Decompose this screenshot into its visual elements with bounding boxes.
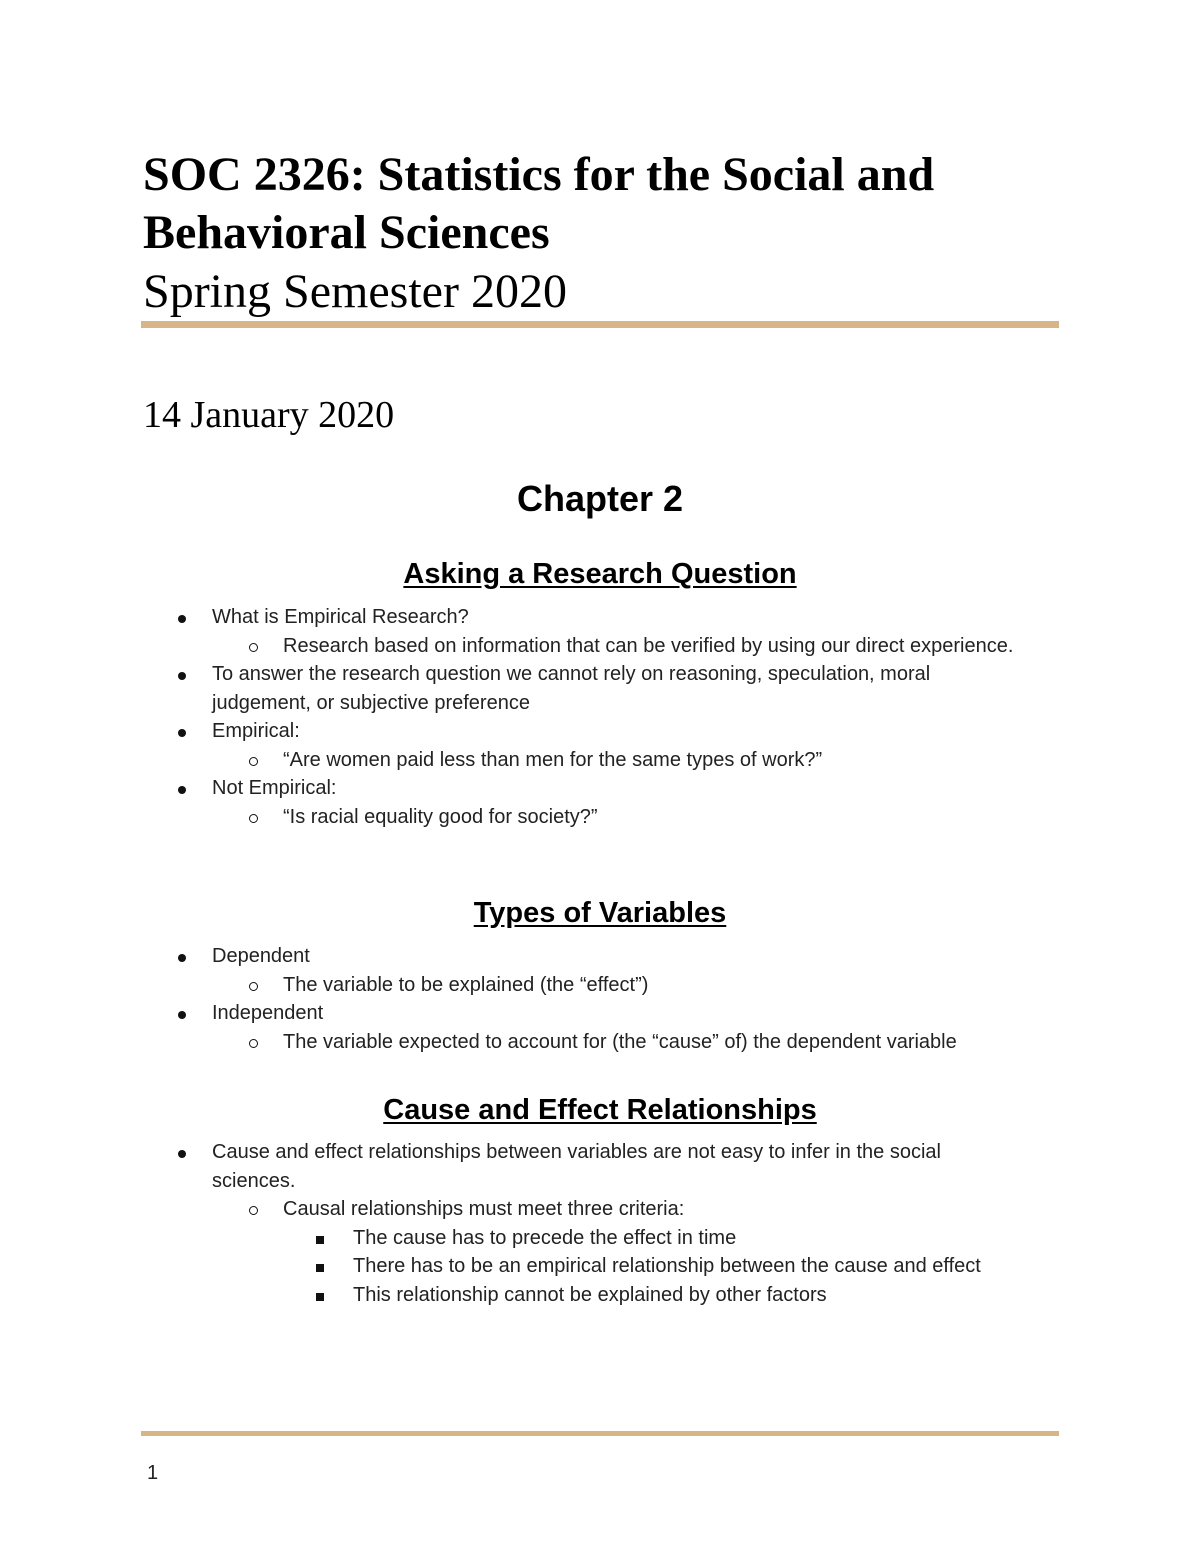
bullet-square-icon — [316, 1252, 324, 1281]
lecture-date: 14 January 2020 — [143, 394, 395, 436]
list-item: What is Empirical Research? — [0, 603, 1007, 632]
section-list-research-question — [0, 603, 1200, 831]
section-title-types-of-variables: Types of Variables — [473, 897, 727, 929]
list-item: The variable to be explained (the “effect”) — [0, 971, 1018, 1000]
page-number: 1 — [147, 1462, 159, 1484]
bullet-circle-icon — [249, 971, 258, 1000]
list-item: Empirical: — [0, 717, 1007, 746]
bullet-dot-icon — [178, 717, 186, 746]
section-list-cause-and-effect — [0, 1138, 1200, 1309]
bullet-dot-icon — [178, 999, 186, 1028]
list-item: The variable expected to account for (the “cause” of) the dependent variable — [0, 1028, 1018, 1057]
bullet-dot-icon — [178, 942, 186, 971]
section-list-types-of-variables — [0, 942, 1200, 1056]
list-item: Causal relationships must meet three criteria: — [0, 1195, 1018, 1224]
bullet-dot-icon — [178, 1138, 186, 1167]
bullet-square-icon — [316, 1224, 324, 1253]
bullet-dot-icon — [178, 774, 186, 803]
bullet-circle-icon — [249, 746, 258, 775]
list-item: Not Empirical: — [0, 774, 1007, 803]
document-subtitle: Spring Semester 2020 — [143, 265, 567, 318]
bullet-circle-icon — [249, 1028, 258, 1057]
chapter-heading: Chapter 2 — [516, 478, 684, 519]
bullet-square-icon — [316, 1281, 324, 1310]
list-item: Dependent — [0, 942, 1007, 971]
section-title-research-question: Asking a Research Question — [403, 558, 797, 590]
list-item: Independent — [0, 999, 1007, 1028]
bullet-dot-icon — [178, 660, 186, 689]
footer-divider — [141, 1431, 1059, 1436]
list-item: Research based on information that can be verified by using our direct experience. — [0, 632, 1018, 661]
bullet-dot-icon — [178, 603, 186, 632]
section-title-cause-and-effect: Cause and Effect Relationships — [383, 1094, 817, 1126]
list-item: To answer the research question we cannot rely on reasoning, speculation, moral judgement, or subjective preference — [0, 660, 1007, 717]
bullet-circle-icon — [249, 632, 258, 661]
bullet-circle-icon — [249, 1195, 258, 1224]
list-item: There has to be an empirical relationship between the cause and effect — [0, 1252, 1053, 1281]
header-divider — [141, 321, 1059, 328]
list-item: “Is racial equality good for society?” — [0, 803, 1018, 832]
list-item: This relationship cannot be explained by other factors — [0, 1281, 1053, 1310]
bullet-circle-icon — [249, 803, 258, 832]
list-item: The cause has to precede the effect in time — [0, 1224, 1053, 1253]
list-item: Cause and effect relationships between variables are not easy to infer in the social sciences. — [0, 1138, 1007, 1195]
list-item: “Are women paid less than men for the same types of work?” — [0, 746, 1018, 775]
document-title: SOC 2326: Statistics for the Social and Behavioral Sciences — [143, 148, 935, 259]
